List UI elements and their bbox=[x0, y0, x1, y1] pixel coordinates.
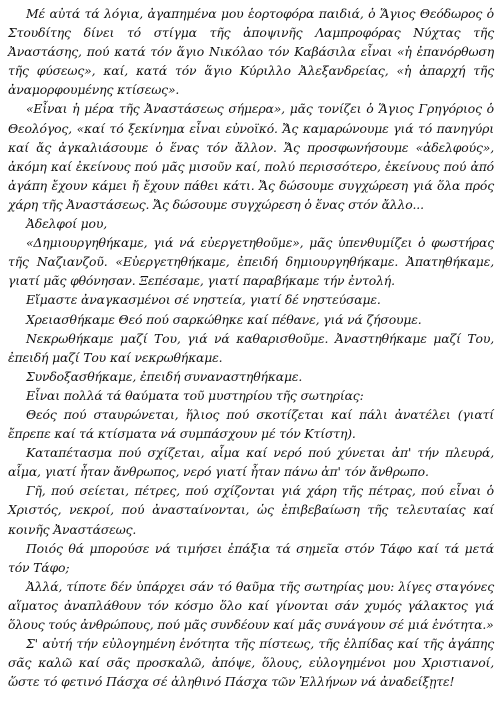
paragraph-4: «Δημιουργηθήκαμε, γιά νά εὐεργετηθοῦμε», μᾶς ὑπενθυμίζει ὁ φωστήρας τῆς Ναζιανζοῦ. «Εὐεργετηθήκαμε, ἐπειδή δημιουργηθήκαμε. Ἀπατηθήκαμε, γιατί μᾶς φθόνησαν. Ξεπέσαμε, γιατί παραβήκαμε τήν ἐντολή. bbox=[8, 235, 494, 289]
paragraph-12: Γῆ, πού σείεται, πέτρες, πού σχίζονται γιά χάρη τῆς πέτρας, πού εἶναι ὁ Χριστός, νεκροί, πού ἀνασταίνονται, ὡς ἐπιβεβαίωση τῆς τελευταίας καί κοινῆς Ἀναστάσεως. bbox=[8, 483, 494, 537]
paragraph-10: Θεός πού σταυρώνεται, ἥλιος πού σκοτίζεται καί πάλι ἀνατέλει (γιατί ἔπρεπε καί τά κτίσματα νά συμπάσχουν μέ τόν Κτίστη). bbox=[8, 406, 494, 442]
paragraph-9: Εἶναι πολλά τά θαύματα τοῦ μυστηρίου τῆς σωτηρίας: bbox=[26, 387, 364, 403]
paragraph-1: Μέ αὐτά τά λόγια, ἀγαπημένα μου ἑορτοφόρα παιδιά, ὁ Ἅγιος Θεόδωρος ὁ Στουδίτης δίνει τό στίγμα τῆς ἀποψινῆς Λαμπροφόρας Νύχτας τῆς Ἀναστάσης, πού κατά τόν ἅγιο Νικόλαο τόν Καβάσιλα εἶναι «ἡ ἐπανόρθωση τῆς φύσεως», καί, κατά τόν ἅγιο Κύριλλο Ἀλεξανδρείας, «ἡ ἀπαρχή τῆς ἀναμορφουμένης κτίσεως». bbox=[8, 6, 494, 98]
paragraph-13: Ποιός θά μπορούσε νά τιμήσει ἐπάξια τά σημεῖα στόν Τάφο καί τά μετά τόν Τάφο; bbox=[8, 540, 494, 575]
paragraph-8: Συνδοξασθήκαμε, ἐπειδή συναναστηθήκαμε. bbox=[26, 368, 303, 384]
document-page bbox=[8, 4, 494, 691]
paragraph-14: Ἀλλά, τίποτε δέν ὑπάρχει σάν τό θαῦμα τῆς σωτηρίας μου: λίγες σταγόνες αἵματος ἀναπλάθουν τόν κόσμο ὅλο καί γίνονται σάν χυμός γάλακτος γιά ὅλους τούς ἀνθρώπους, πού μᾶς συνδέουν καί μᾶς συνάγουν σέ μιά ἑνότητα.» bbox=[8, 578, 494, 632]
paragraph-7: Νεκρωθήκαμε μαζί Του, γιά νά καθαρισθοῦμε. Ἀναστηθήκαμε μαζί Του, ἐπειδή μαζί Του καί νεκρωθήκαμε. bbox=[8, 330, 494, 365]
paragraph-15: Σ' αὐτή τήν εὐλογημένη ἑνότητα τῆς πίστεως, τῆς ἐλπίδας καί τῆς ἀγάπης σᾶς καλῶ καί σᾶς προσκαλῶ, ἀπόψε, ὅλους, εὐλογημένοι μου Χριστιανοί, ὥστε τό φετινό Πάσχα σέ ἀληθινό Πάσχα τῶν Ἑλλήνων νά ἀναδείξῃτε! bbox=[8, 636, 494, 690]
paragraph-5: Εἴμαστε ἀναγκασμένοι σέ νηστεία, γιατί δέ νηστεύσαμε. bbox=[26, 292, 381, 308]
paragraph-2: «Εἶναι ἡ μέρα τῆς Ἀναστάσεως σήμερα», μᾶς τονίζει ὁ Ἅγιος Γρηγόριος ὁ Θεολόγος, «καί τό ξεκίνημα εἶναι εὐνοϊκό. Ἄς καμαρώνουμε γιά τό πανηγύρι καί ἄς ἀγκαλιάσουμε ὁ ἕνας τόν ἄλλον. Ἄς προσφωνήσουμε «ἀδελφούς», ἀκόμη καί ἐκείνους πού μᾶς μισοῦν καί, πολύ περισσότερο, ἐκείνους πού ἀπό ἀγάπη ἔχουν κάμει ἤ ἔχουν πάθει κάτι. Ἄς δώσουμε συγχώρεση γιά ὅλα πρός χάρη τῆς Ἀναστάσεως. Ἄς δώσουμε συγχώρεση ὁ ἕνας στόν ἄλλο... bbox=[8, 101, 494, 212]
paragraph-6: Χρειασθήκαμε Θεό πού σαρκώθηκε καί πέθανε, γιά νά ζήσουμε. bbox=[26, 311, 422, 327]
paragraph-salutation: Ἀδελφοί μου, bbox=[26, 216, 108, 232]
paragraph-11: Καταπέτασμα πού σχίζεται, αἷμα καί νερό πού χύνεται ἀπ' τήν πλευρά, αἷμα, γιατί ἦταν ἄνθρωπος, νερό γιατί ἦταν πάνω ἀπ' τόν ἄνθρωπο. bbox=[8, 445, 494, 480]
